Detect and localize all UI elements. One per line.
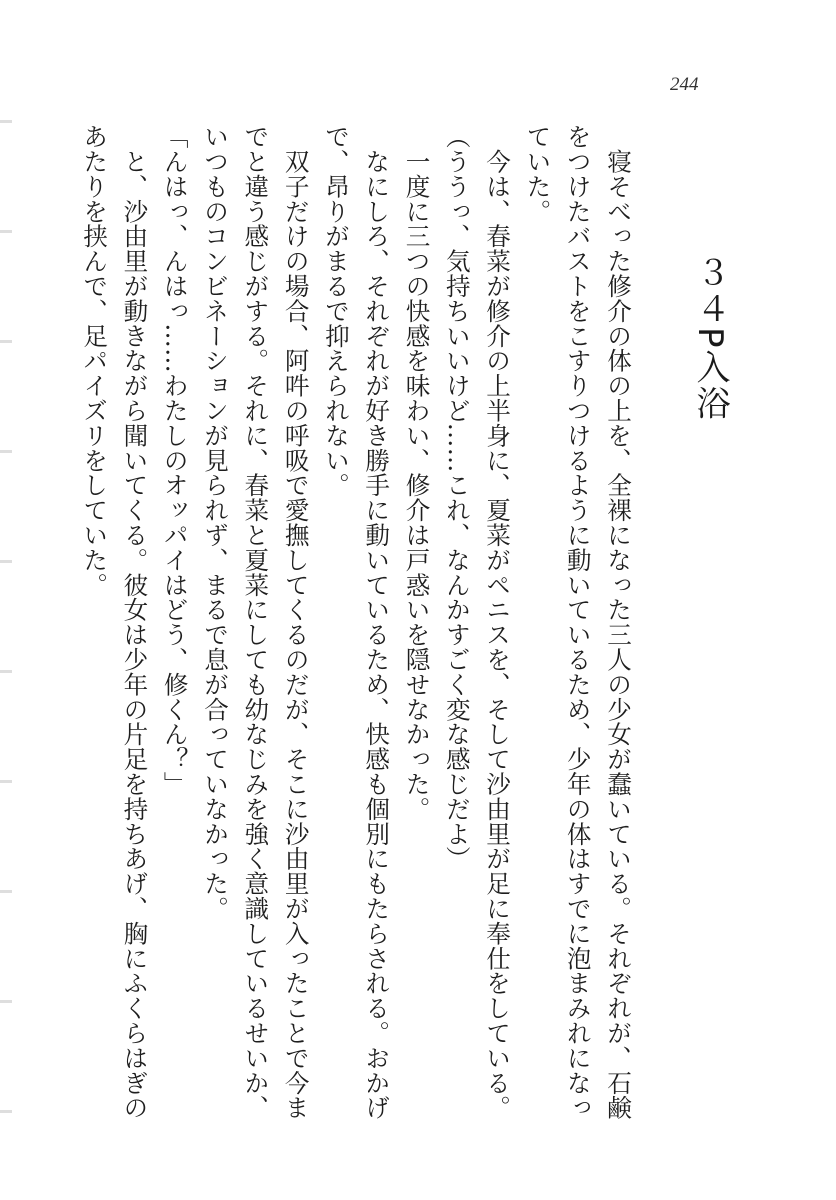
- paragraph: なにしろ、それぞれが好き勝手に動いているため、快感も個別にもたらされる。おかげで、昂りがまるで抑えられない。: [321, 124, 392, 1120]
- page-edge-marks: [0, 60, 12, 1160]
- paragraph: 今は、春菜が修介の上半身に、夏菜がペニスを、そして沙由里が足に奉仕をしている。: [483, 124, 513, 1120]
- paragraph: と、沙由里が動きながら聞いてくる。彼女は少年の片足を持ちあげ、胸にふくらはぎのあたりを挟んで、足パイズリをしていた。: [80, 124, 150, 1120]
- page-number: 244: [670, 74, 699, 95]
- paragraph: （ううっ、気持ちいいけど……これ、なんかすごく変な感じだよ）: [442, 124, 472, 871]
- paragraph: 双子だけの場合、阿吽の呼吸で愛撫してくるのだが、そこに沙由里が入ったことで今までと違う感じがする。それに、春菜と夏菜にしても幼なじみを強く意識しているせいか、いつものコンビネーションが見られず、まるで息が合っていなかった。: [201, 124, 311, 1120]
- body-text: [74, 124, 638, 1124]
- paragraph: 寝そべった修介の体の上を、全裸になった三人の少女が蠢いている。それぞれが、石鹸をつけたバストをこすりつけるように動いているため、少年の体はすでに泡まみれになっていた。: [523, 124, 633, 1120]
- paragraph: 一度に三つの快感を味わい、修介は戸惑いを隠せなかった。: [402, 124, 432, 822]
- paragraph: 「んはっ、んはっ……わたしのオッパイはどう、修くん？」: [160, 124, 190, 797]
- chapter-title: ３４P入浴: [690, 255, 730, 422]
